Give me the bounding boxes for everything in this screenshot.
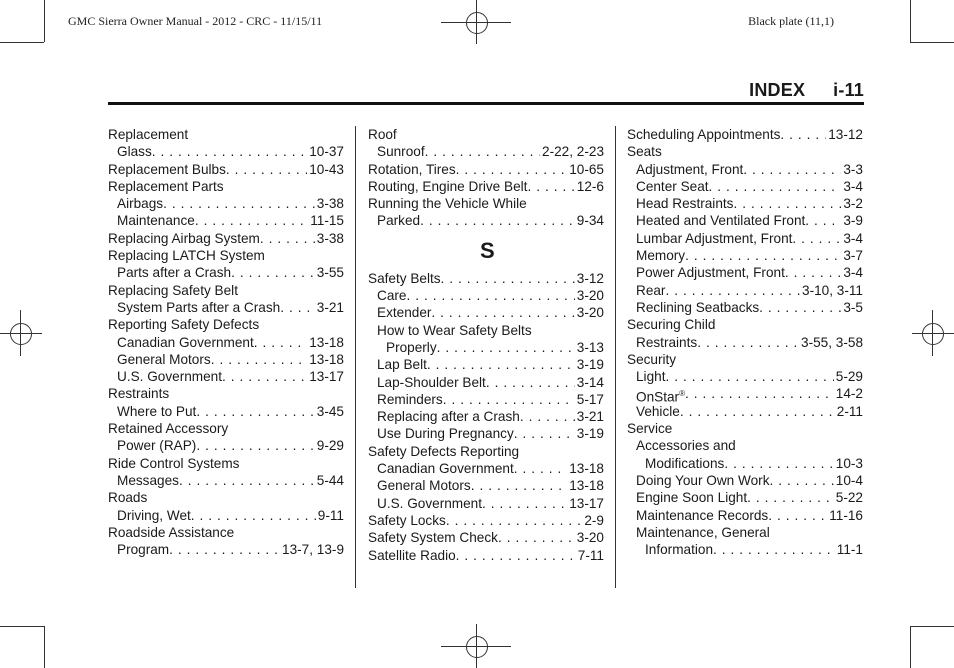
index-entry-page: 10-43 xyxy=(309,161,344,177)
index-entry-term: Glass xyxy=(117,144,152,160)
index-entry-term: Canadian Government xyxy=(117,334,254,350)
index-entry-term: Rear xyxy=(636,282,666,298)
index-entry-term: Engine Soon Light xyxy=(636,490,748,506)
index-entry-term: Security xyxy=(627,351,677,367)
index-entry xyxy=(368,304,604,321)
index-entry xyxy=(627,264,863,281)
index-entry-term: System Parts after a Crash xyxy=(117,299,281,315)
index-entry-page: 3-19 xyxy=(576,426,604,442)
index-entry-page: 11-1 xyxy=(836,542,863,558)
dot-leader xyxy=(713,541,835,558)
dot-leader xyxy=(482,495,567,512)
index-entry xyxy=(108,489,344,506)
index-entry-page: 5-44 xyxy=(316,472,344,488)
index-entry-term: How to Wear Safety Belts xyxy=(377,322,532,338)
index-entry-page: 3-13 xyxy=(576,339,604,355)
index-entry-page: 3-5 xyxy=(843,299,863,315)
index-column-1 xyxy=(108,126,344,558)
index-entry xyxy=(627,524,863,541)
index-entry-term: Ride Control Systems xyxy=(108,455,240,471)
dot-leader xyxy=(785,264,842,281)
index-entry-term: General Motors xyxy=(377,478,471,494)
index-entry xyxy=(627,403,863,420)
index-entry xyxy=(108,264,344,281)
dot-leader xyxy=(792,230,841,247)
dot-leader xyxy=(665,368,833,385)
dot-leader xyxy=(211,351,308,368)
dot-leader xyxy=(169,541,280,558)
dot-leader xyxy=(780,126,826,143)
index-entry-term: Power Adjustment, Front xyxy=(636,265,785,281)
index-entry-term: Safety Defects Reporting xyxy=(368,443,520,459)
index-letter-heading: S xyxy=(480,237,495,263)
index-entry-term: Vehicle xyxy=(636,403,680,419)
dot-leader xyxy=(743,161,841,178)
dot-leader xyxy=(733,195,841,212)
index-entry xyxy=(368,529,604,546)
index-entry xyxy=(108,299,344,316)
index-entry-page: 11-15 xyxy=(310,213,344,229)
dot-leader xyxy=(697,334,799,351)
column-divider xyxy=(355,126,356,588)
index-entry xyxy=(108,316,344,333)
index-entry xyxy=(368,460,604,477)
index-entry-term: Safety Locks xyxy=(368,512,446,528)
index-entry xyxy=(108,282,344,299)
index-entry xyxy=(627,161,863,178)
dot-leader xyxy=(805,212,841,229)
index-entry-page: 3-9 xyxy=(843,213,863,229)
index-entry xyxy=(108,455,344,472)
index-entry xyxy=(108,420,344,437)
index-entry-page: 13-18 xyxy=(309,351,344,367)
heading-rule xyxy=(108,102,864,105)
index-entry-term: Replacing Airbag System xyxy=(108,230,260,246)
index-entry-term: Sunroof xyxy=(377,144,425,160)
index-entry-term: Lap-Shoulder Belt xyxy=(377,374,486,390)
dot-leader xyxy=(685,385,834,402)
index-entry-page: 5-29 xyxy=(835,369,863,385)
index-entry xyxy=(627,299,863,316)
index-entry-page: 3-21 xyxy=(576,409,604,425)
index-entry xyxy=(108,368,344,385)
index-entry xyxy=(368,374,604,391)
index-entry-term: Accessories and xyxy=(636,438,736,454)
index-entry-term: U.S. Government xyxy=(117,369,223,385)
index-entry-term: Reporting Safety Defects xyxy=(108,317,260,333)
index-entry-page: 11-16 xyxy=(829,507,863,523)
dot-leader xyxy=(425,143,540,160)
index-entry-page: 13-12 xyxy=(828,127,863,142)
index-entry-page: 3-20 xyxy=(576,305,604,321)
dot-leader xyxy=(195,212,308,229)
index-entry-term: General Motors xyxy=(117,351,211,367)
dot-leader xyxy=(680,403,835,420)
index-entry xyxy=(627,316,863,333)
index-entry-term: Roads xyxy=(108,490,148,506)
index-entry-page: 13-18 xyxy=(569,478,604,494)
index-entry-term: Driving, Wet xyxy=(117,507,191,523)
index-entry xyxy=(368,161,604,178)
index-entry-page: 3-4 xyxy=(843,265,863,281)
index-entry-term: Rotation, Tires xyxy=(368,161,456,177)
section-heading xyxy=(749,80,864,101)
index-entry-page: 3-19 xyxy=(576,357,604,373)
index-entry-term: Airbags xyxy=(117,196,164,212)
index-entry-page: 3-4 xyxy=(843,230,863,246)
dot-leader xyxy=(724,455,833,472)
index-entry-page: 9-11 xyxy=(317,507,344,523)
index-entry-term: Memory xyxy=(636,248,686,264)
index-entry xyxy=(368,477,604,494)
index-entry-term: Retained Accessory xyxy=(108,421,229,437)
index-entry-page: 10-37 xyxy=(309,144,344,160)
index-entry-page: 2-9 xyxy=(584,512,604,528)
print-header-left: GMC Sierra Owner Manual - 2012 - CRC - 11/15/11 xyxy=(68,14,323,28)
dot-leader xyxy=(456,161,568,178)
index-entry xyxy=(627,230,863,247)
index-entry xyxy=(368,178,604,195)
index-entry-term: Roadside Assistance xyxy=(108,524,235,540)
index-entry xyxy=(368,443,604,460)
dot-leader xyxy=(520,408,575,425)
index-entry xyxy=(627,455,863,472)
index-entry-term: Reclining Seatbacks xyxy=(636,299,760,315)
index-column-2 xyxy=(368,126,604,564)
index-entry xyxy=(627,195,863,212)
index-entry xyxy=(368,425,604,442)
index-entry-term: Restraints xyxy=(108,386,170,402)
index-entry-page: 3-20 xyxy=(576,530,604,546)
index-entry xyxy=(368,495,604,512)
index-entry-term: Center Seat xyxy=(636,178,709,194)
index-entry-page: 3-10, 3-11 xyxy=(802,282,863,298)
dot-leader xyxy=(280,299,315,316)
index-entry-term: Care xyxy=(377,288,407,304)
dot-leader xyxy=(191,507,316,524)
dot-leader xyxy=(446,512,583,529)
index-entry-term: Securing Child xyxy=(627,317,716,333)
index-entry-term: Reminders xyxy=(377,391,443,407)
index-entry xyxy=(627,437,863,454)
index-entry-page: 12-6 xyxy=(576,178,604,194)
index-entry-page: 3-38 xyxy=(316,196,344,212)
index-entry-term: Replacement Parts xyxy=(108,178,224,194)
index-entry-term: U.S. Government xyxy=(377,495,483,511)
index-entry xyxy=(627,247,863,264)
dot-leader xyxy=(222,368,307,385)
index-entry-page: 9-34 xyxy=(576,213,604,229)
dot-leader xyxy=(747,489,834,506)
index-entry-page: 3-55 xyxy=(316,265,344,281)
index-entry-term: Program xyxy=(117,542,170,558)
index-entry-term: Scheduling Appointments xyxy=(627,127,781,142)
index-entry-page: 3-38 xyxy=(316,230,344,246)
print-header-right: Black plate (11,1) xyxy=(748,14,834,28)
index-entry xyxy=(108,126,344,143)
index-entry-term: OnStar® xyxy=(636,389,685,405)
index-entry-term: Extender xyxy=(377,305,432,321)
index-entry-term: Lap Belt xyxy=(377,357,427,373)
page-number: i-11 xyxy=(833,80,864,100)
index-entry-term: Head Restraints xyxy=(636,196,734,212)
index-entry-term: Modifications xyxy=(645,455,725,471)
dot-leader xyxy=(254,334,307,351)
index-entry-term: Restraints xyxy=(636,334,698,350)
dot-leader xyxy=(179,472,315,489)
index-entry-term: Replacing LATCH System xyxy=(108,248,265,264)
index-entry-term: Where to Put xyxy=(117,403,197,419)
index-entry-page: 3-7 xyxy=(843,248,863,264)
index-column-3 xyxy=(627,126,863,558)
index-entry-page: 13-17 xyxy=(309,369,344,385)
index-entry-term: Parked xyxy=(377,213,421,229)
index-entry-term: Information xyxy=(645,542,714,558)
index-entry xyxy=(627,420,863,437)
index-entry xyxy=(108,161,344,178)
index-entry-page: 7-11 xyxy=(577,547,604,563)
dot-leader xyxy=(152,143,307,160)
index-entry xyxy=(108,195,344,212)
index-entry xyxy=(368,547,604,564)
index-entry-term: Light xyxy=(636,369,666,385)
index-entry xyxy=(108,334,344,351)
index-entry-term: Replacement Bulbs xyxy=(108,161,226,177)
dot-leader xyxy=(685,247,841,264)
index-entry-page: 13-17 xyxy=(569,495,604,511)
index-entry xyxy=(108,524,344,541)
dot-leader xyxy=(514,460,567,477)
index-entry-page: 14-2 xyxy=(835,386,863,402)
index-entry-term: Replacing Safety Belt xyxy=(108,282,238,298)
dot-leader xyxy=(420,212,575,229)
index-entry-term: Use During Pregnancy xyxy=(377,426,514,442)
index-entry xyxy=(627,385,863,405)
index-entry-page: 3-55, 3-58 xyxy=(801,334,863,350)
index-entry xyxy=(627,212,863,229)
index-entry-page: 2-22, 2-23 xyxy=(542,144,604,160)
index-entry-page: 13-18 xyxy=(569,461,604,477)
index-entry xyxy=(627,351,863,368)
dot-leader xyxy=(437,339,575,356)
index-entry xyxy=(368,391,604,408)
index-entry xyxy=(108,212,344,229)
index-entry xyxy=(627,507,863,524)
index-entry-page: 5-22 xyxy=(835,490,863,506)
index-entry-term: Roof xyxy=(368,127,397,142)
index-entry-page: 9-29 xyxy=(316,438,344,454)
dot-leader xyxy=(443,391,575,408)
index-entry-term: Routing, Engine Drive Belt xyxy=(368,178,528,194)
index-entry-page: 13-18 xyxy=(309,334,344,350)
dot-leader xyxy=(527,178,574,195)
index-entry-page: 10-4 xyxy=(835,472,863,488)
dot-leader xyxy=(441,270,575,287)
dot-leader xyxy=(768,507,827,524)
index-entry xyxy=(627,282,863,299)
dot-leader xyxy=(471,477,568,494)
index-entry xyxy=(368,195,604,212)
index-entry xyxy=(368,143,604,160)
index-entry-term: Satellite Radio xyxy=(368,547,456,563)
index-entry xyxy=(108,143,344,160)
index-entry xyxy=(368,356,604,373)
index-entry-term: Safety System Check xyxy=(368,530,498,546)
index-entry xyxy=(368,408,604,425)
index-entry xyxy=(627,472,863,489)
index-entry xyxy=(108,230,344,247)
dot-leader xyxy=(456,547,576,564)
dot-leader xyxy=(514,425,575,442)
section-title: INDEX xyxy=(749,80,806,100)
index-entry xyxy=(108,385,344,402)
index-entry-page: 10-3 xyxy=(835,455,863,471)
index-entry xyxy=(368,270,604,287)
index-entry-term: Messages xyxy=(117,472,179,488)
dot-leader xyxy=(770,472,834,489)
index-entry xyxy=(108,247,344,264)
index-entry-page: 3-4 xyxy=(843,178,863,194)
index-entry-term: Lumbar Adjustment, Front xyxy=(636,230,793,246)
index-entry xyxy=(108,351,344,368)
index-entry-term: Maintenance Records xyxy=(636,507,769,523)
index-entry xyxy=(368,339,604,356)
dot-leader xyxy=(431,304,574,321)
index-entry xyxy=(368,322,604,339)
index-entry xyxy=(627,368,863,385)
dot-leader xyxy=(163,195,315,212)
index-entry xyxy=(108,437,344,454)
index-entry xyxy=(627,541,863,558)
index-entry xyxy=(108,178,344,195)
index-entry xyxy=(368,212,604,229)
index-entry-term: Maintenance xyxy=(117,213,195,229)
dot-leader xyxy=(486,374,575,391)
dot-leader xyxy=(406,287,574,304)
index-entry xyxy=(108,541,344,558)
index-entry xyxy=(627,143,863,160)
index-entry-term: Service xyxy=(627,421,673,437)
index-entry-term: Parts after a Crash xyxy=(117,265,232,281)
index-entry xyxy=(368,126,604,143)
dot-leader xyxy=(226,161,307,178)
index-entry-page: 13-7, 13-9 xyxy=(282,542,344,558)
index-entry xyxy=(108,403,344,420)
dot-leader xyxy=(196,437,314,454)
dot-leader xyxy=(665,282,800,299)
index-entry-page: 3-14 xyxy=(576,374,604,390)
dot-leader xyxy=(196,403,314,420)
dot-leader xyxy=(709,178,842,195)
index-entry-page: 10-65 xyxy=(569,161,604,177)
index-entry-term: Adjustment, Front xyxy=(636,161,744,177)
dot-leader xyxy=(427,356,575,373)
index-entry-term: Canadian Government xyxy=(377,461,514,477)
index-entry-page: 3-3 xyxy=(843,161,863,177)
index-entry xyxy=(368,512,604,529)
dot-leader xyxy=(759,299,841,316)
column-divider xyxy=(615,126,616,588)
index-entry-page: 3-20 xyxy=(576,288,604,304)
index-entry-page: 5-17 xyxy=(576,391,604,407)
index-entry-term: Replacement xyxy=(108,127,189,142)
index-entry xyxy=(368,287,604,304)
index-entry-term: Properly xyxy=(386,339,437,355)
dot-leader xyxy=(498,529,575,546)
index-entry xyxy=(627,489,863,506)
index-entry-page: 2-11 xyxy=(836,403,863,419)
index-entry-term: Maintenance, General xyxy=(636,524,770,540)
index-entry xyxy=(627,178,863,195)
index-entry-term: Power (RAP) xyxy=(117,438,197,454)
index-entry-term: Seats xyxy=(627,144,662,160)
dot-leader xyxy=(260,230,315,247)
index-entry xyxy=(108,472,344,489)
index-entry-page: 3-21 xyxy=(316,299,344,315)
index-entry xyxy=(627,334,863,351)
index-entry-page: 3-12 xyxy=(576,270,604,286)
index-entry-page: 3-2 xyxy=(843,196,863,212)
index-entry xyxy=(627,126,863,143)
index-entry-term: Safety Belts xyxy=(368,270,441,286)
index-entry-page: 3-45 xyxy=(316,403,344,419)
index-entry-term: Replacing after a Crash xyxy=(377,409,520,425)
index-entry-term: Doing Your Own Work xyxy=(636,472,770,488)
index-entry xyxy=(108,507,344,524)
trademark-mark: ® xyxy=(679,389,685,399)
index-entry-term: Heated and Ventilated Front xyxy=(636,213,806,229)
index-entry-term: Running the Vehicle While xyxy=(368,196,527,212)
dot-leader xyxy=(231,264,315,281)
